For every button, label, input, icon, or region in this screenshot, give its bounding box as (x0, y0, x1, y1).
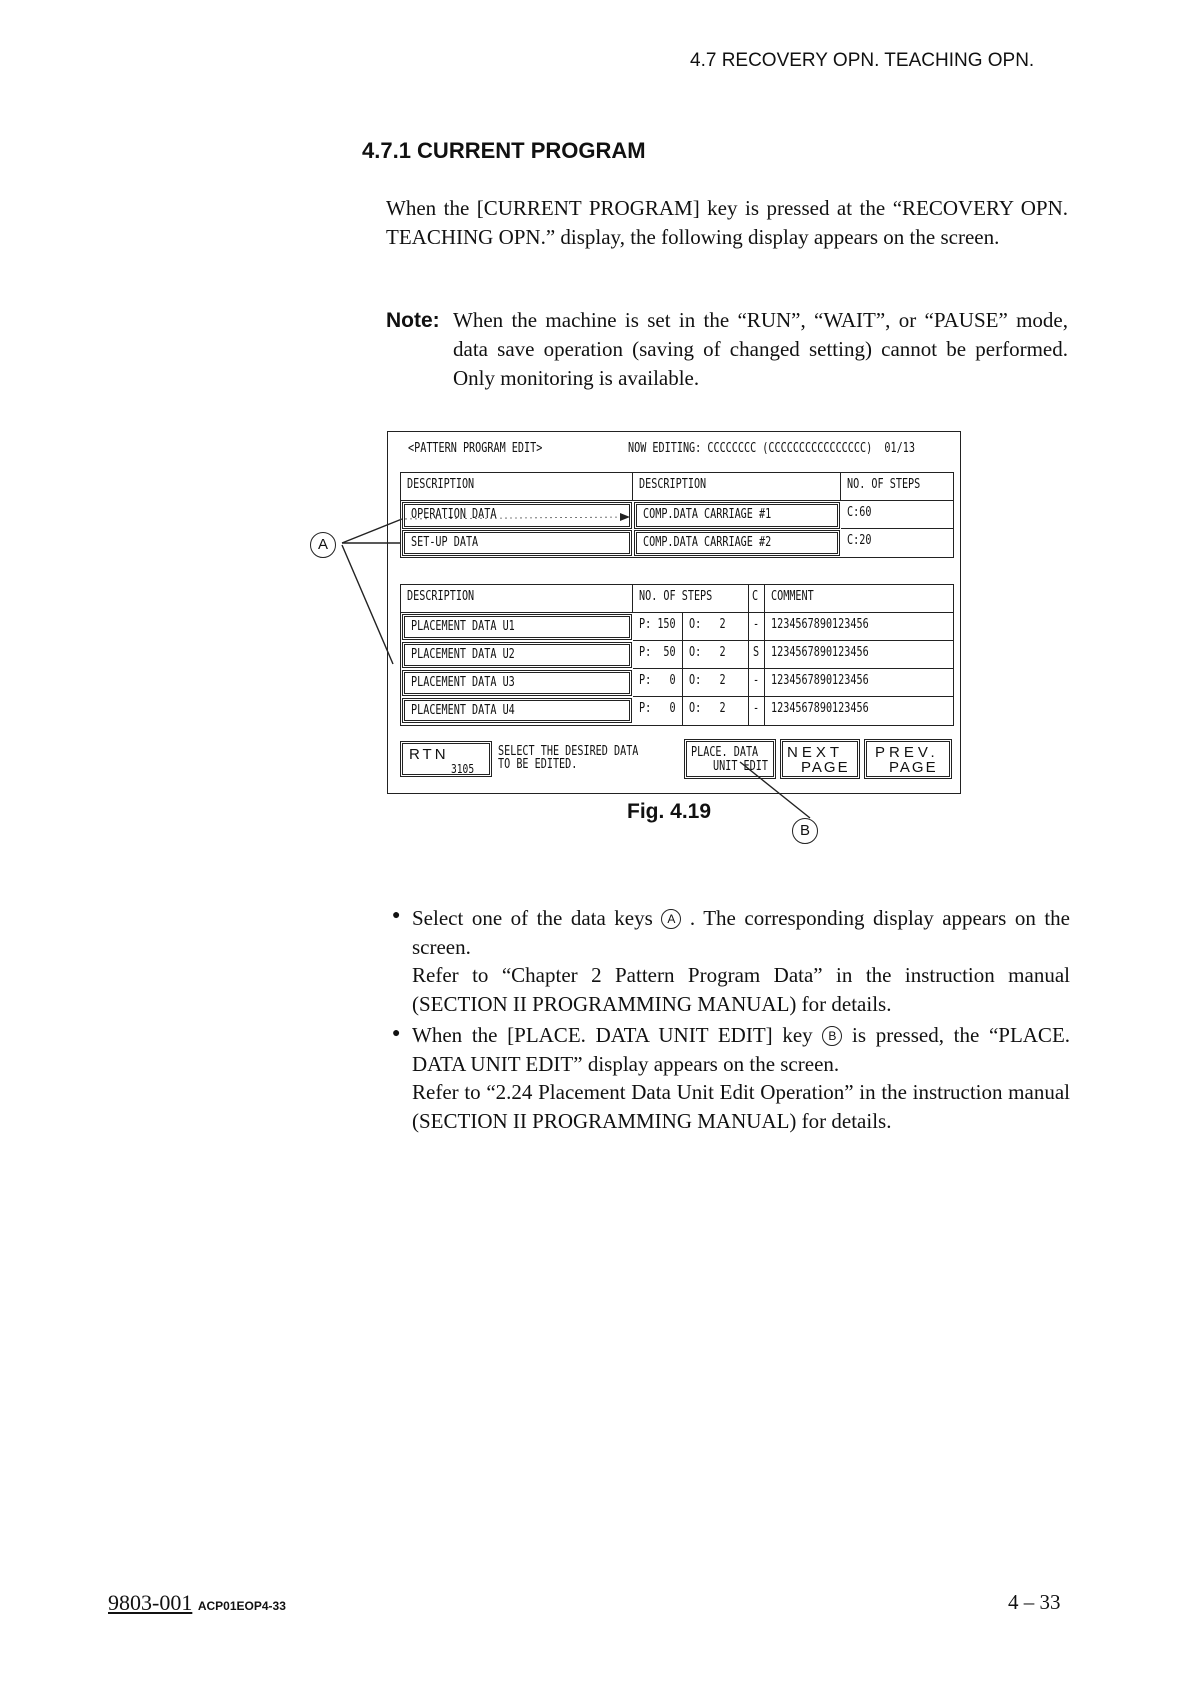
table-header-cell: C (749, 585, 765, 613)
table-header-cell: DESCRIPTION (401, 473, 633, 501)
table-cell: P: 50 (633, 641, 683, 669)
table-cell: 1234567890123456 (765, 613, 953, 641)
set-up-data-key[interactable]: SET-UP DATA (402, 530, 632, 556)
table-cell: O: 2 (683, 641, 749, 669)
table-cell: - (749, 613, 765, 641)
placement-data-u3-key[interactable]: PLACEMENT DATA U3 (402, 670, 632, 696)
table-cell: O: 2 (683, 613, 749, 641)
table-cell: P: 0 (633, 697, 683, 725)
key-b-icon: B (822, 1026, 842, 1046)
section-title: 4.7.1 CURRENT PROGRAM (362, 138, 646, 163)
table-header-cell: NO. OF STEPS (633, 585, 749, 613)
comp-data-carriage-2-key[interactable]: COMP.DATA CARRIAGE #2 (634, 530, 840, 556)
key-a-icon: A (661, 909, 681, 929)
callout-a: A (310, 532, 336, 558)
footer-code: ACP01EOP4-33 (197, 1599, 286, 1613)
intro-paragraph: When the [CURRENT PROGRAM] key is pressed at the “RECOVERY OPN. TEACHING OPN.” display, the following display appears on the screen. (386, 196, 1068, 249)
placement-data-u4-key[interactable]: PLACEMENT DATA U4 (402, 698, 632, 723)
table-cell: - (749, 669, 765, 697)
figure-caption: Fig. 4.19 (627, 800, 712, 823)
bullet-1-refer: Refer to “Chapter 2 Pattern Program Data” in the instruction manual (SECTION II PROGRAMMING MANUAL) for details. (412, 963, 1070, 1016)
table-header-cell: DESCRIPTION (401, 585, 633, 613)
footer-doc-number: 9803-001 ACP01EOP4-33 (108, 1590, 286, 1615)
table-cell: O: 2 (683, 697, 749, 725)
table-cell: - (749, 697, 765, 725)
note-text: When the machine is set in the “RUN”, “WAIT”, or “PAUSE” mode, data save operation (saving of changed setting) cannot be performed. Only monitoring is available. (453, 308, 1068, 390)
screen-prompt-line2: TO BE EDITED. (498, 757, 578, 772)
placement-data-u2-key[interactable]: PLACEMENT DATA U2 (402, 642, 632, 668)
screen-editing-status: NOW EDITING: CCCCCCCC (CCCCCCCCCCCCCCCC) 01/13 (628, 441, 915, 456)
bullet-item-1: Select one of the data keys A . The corresponding display appears on the screen. Refer to “Chapter 2 Pattern Program Data” in the instruction manual (SECTION II PROGRAMMING MANUAL) for details. (412, 906, 1071, 1016)
callout-b: B (792, 818, 818, 844)
next-page-key[interactable]: NEXT PAGE (780, 739, 860, 779)
prev-page-key[interactable]: PREV. PAGE (864, 739, 952, 779)
bullet-2-refer: Refer to “2.24 Placement Data Unit Edit Operation” in the instruction manual (SECTION II PROGRAMMING MANUAL) for details. (412, 1080, 1070, 1133)
table-cell: O: 2 (683, 669, 749, 697)
note-label: Note: (386, 309, 440, 332)
running-header: 4.7 RECOVERY OPN. TEACHING OPN. (690, 50, 1035, 71)
table-cell: 1234567890123456 (765, 669, 953, 697)
screen-title: <PATTERN PROGRAM EDIT> (408, 441, 543, 456)
table-cell: C:20 (847, 533, 872, 548)
placement-data-u1-key[interactable]: PLACEMENT DATA U1 (402, 614, 632, 640)
operation-data-key[interactable]: OPERATION DATA (402, 502, 632, 529)
bullet-item-2: When the [PLACE. DATA UNIT EDIT] key B is pressed, the “PLACE. DATA UNIT EDIT” display appears on the screen. Refer to “2.24 Placement Data Unit Edit Operation” in the instruction manual (SECTION II PROGRAMMING MANUAL) for details. (412, 1023, 1071, 1133)
bullet-dot-icon: ● (392, 1026, 401, 1041)
place-data-unit-edit-key[interactable]: PLACE. DATA UNIT EDIT (684, 739, 776, 779)
screen-prompt-line1: SELECT THE DESIRED DATA (498, 744, 639, 759)
table-cell: P: 0 (633, 669, 683, 697)
table-header-cell: NO. OF STEPS (841, 473, 953, 501)
page-number: 4 – 33 (1008, 1590, 1061, 1614)
bullet-dot-icon: ● (392, 908, 401, 923)
table-cell: 1234567890123456 (771, 701, 869, 716)
rtn-key[interactable]: RTN 3105 (400, 741, 492, 777)
table-cell: C:60 (841, 501, 953, 529)
table-header-cell: COMMENT (765, 585, 953, 613)
comp-data-carriage-1-key[interactable]: COMP.DATA CARRIAGE #1 (634, 502, 840, 529)
table-cell: S (749, 641, 765, 669)
table-cell: P: 150 (633, 613, 683, 641)
table-header-cell: DESCRIPTION (633, 473, 841, 501)
table-cell: 1234567890123456 (765, 641, 953, 669)
